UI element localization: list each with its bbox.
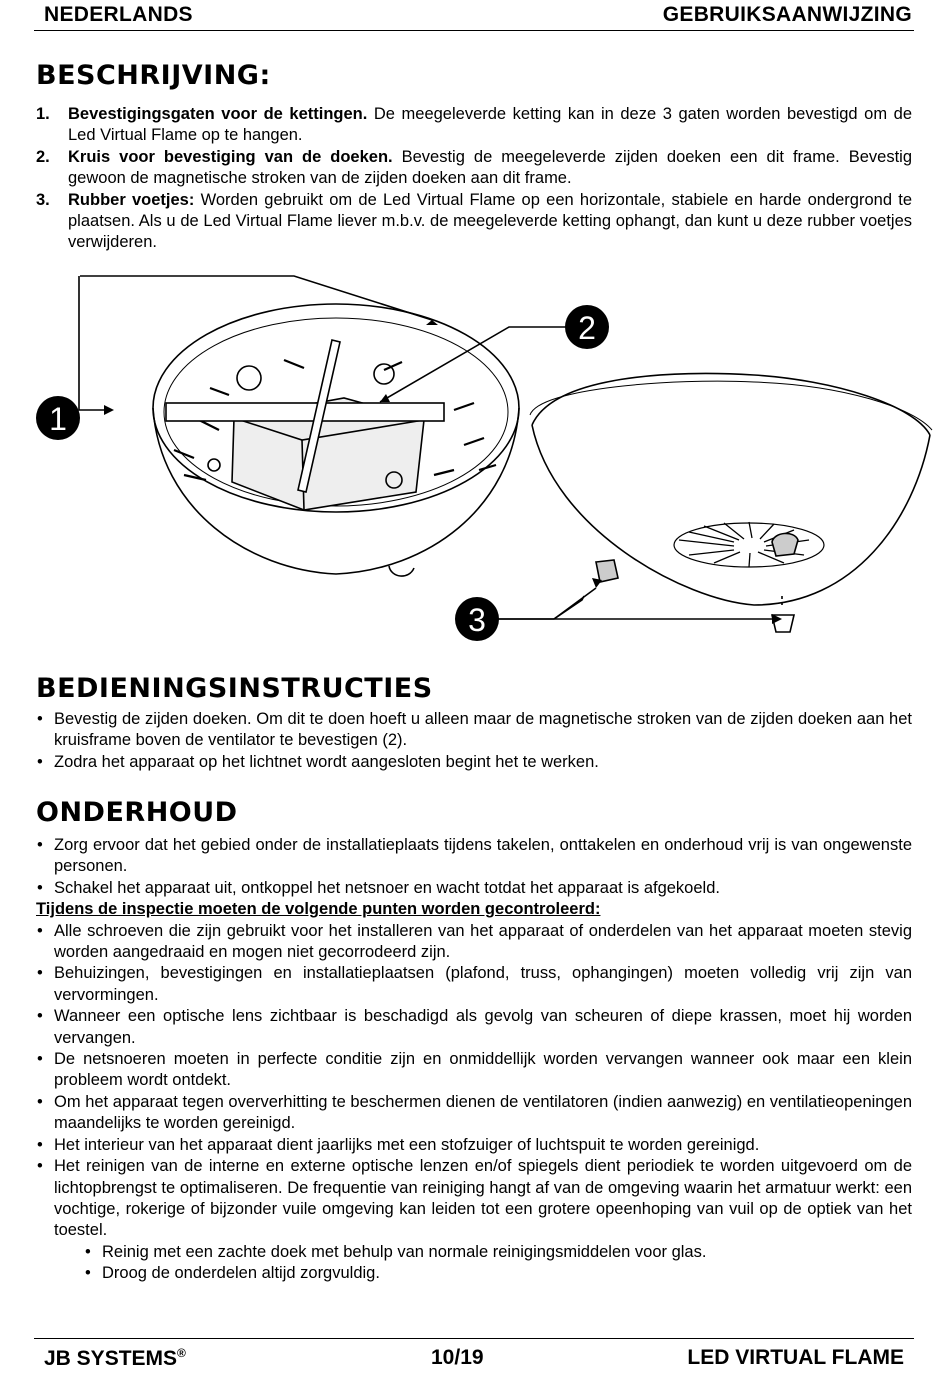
section-title-beschrijving: BESCHRIJVING: [36, 60, 271, 91]
list-item: • Zodra het apparaat op het lichtnet wordt aangesloten begint het te werken. [36, 752, 912, 773]
beschrijving-item: 3. Rubber voetjes: Worden gebruikt om de Led Virtual Flame op een horizontale, stabiele en harde ondergrond te plaatsen. Als u de Led Virtual Flame liever m.b.v. de meegeleverde ketting ophangt, dan kunt u deze rubber voetjes verwijderen. [36, 190, 912, 252]
cross-bar [166, 403, 444, 421]
list-item: • Bevestig de zijden doeken. Om dit te doen hoeft u alleen maar de magnetische stroken van de zijden doeken aan het kruisframe boven de ventilator te bevestigen (2). [36, 709, 912, 752]
leader-line-3a [498, 588, 596, 619]
list-item: • Zorg ervoor dat het gebied onder de installatieplaats tijdens takelen, onttakelen en onderhoud vrij is van ongewenste personen. [36, 835, 912, 878]
page-number: 10/19 [431, 1346, 484, 1369]
list-item: • Wanneer een optische lens zichtbaar is beschadigd als gevolg van scheuren of diepe krassen, moet hij worden vervangen. [36, 1006, 912, 1049]
callout-3 [455, 597, 499, 641]
footer-product: LED VIRTUAL FLAME [687, 1346, 904, 1369]
section-title-onderhoud: ONDERHOUD [36, 797, 238, 828]
beschrijving-item: 1. Bevestigingsgaten voor de kettingen. De meegeleverde ketting kan in deze 3 gaten worden bevestigd om de Led Virtual Flame op te hangen. [36, 105, 912, 145]
leader-line-1 [79, 276, 104, 410]
led-virtual-flame-illustration [34, 270, 934, 650]
right-dome-rim [532, 373, 930, 435]
page-header [34, 0, 914, 31]
callout-1 [36, 396, 80, 440]
header-doc-type: GEBRUIKSAANWIJZING [662, 3, 912, 26]
footer-brand: JB SYSTEMS® [44, 1346, 186, 1370]
section-title-bediening: BEDIENINGSINSTRUCTIES [36, 673, 433, 704]
sub-list-item: • Droog de onderdelen altijd zorgvuldig. [84, 1263, 912, 1284]
sub-list-item: • Reinig met een zachte doek met behulp van normale reinigingsmiddelen voor glas. [84, 1242, 912, 1263]
list-item: • De netsnoeren moeten in perfecte conditie zijn en onmiddellijk worden vervangen wanneer ook maar een klein probleem wordt ontdekt. [36, 1049, 912, 1092]
page-footer [34, 1338, 914, 1375]
svg-text:2: 2 [578, 310, 596, 346]
header-language: NEDERLANDS [44, 3, 193, 26]
list-item: • Schakel het apparaat uit, ontkoppel het netsnoer en wacht totdat het apparaat is afgekoeld. [36, 878, 912, 899]
beschrijving-item: 2. Kruis voor bevestiging van de doeken. Bevestig de meegeleverde zijden doeken een dit frame. Bevestig gewoon de magnetische stroken van de zijden doeken aan dit frame. [36, 147, 912, 188]
rubber-foot-left [389, 566, 414, 576]
leader-line-1b [80, 276, 432, 320]
rubber-foot [596, 560, 618, 582]
right-dome-shell [532, 425, 930, 605]
svg-text:3: 3 [468, 602, 486, 638]
list-item: • Het interieur van het apparaat dient jaarlijks met een stofzuiger of luchtspuit te worden gereinigd. [36, 1135, 912, 1156]
bediening-list [36, 709, 912, 773]
product-diagram [34, 270, 934, 650]
svg-text:1: 1 [49, 401, 67, 437]
list-item: • Om het apparaat tegen oververhitting te beschermen dienen de ventilatoren (indien aanwezig) en ventilatieopeningen maandelijks te worden gereinigd. [36, 1092, 912, 1135]
onderhoud-list [36, 835, 912, 1285]
inspection-heading: Tijdens de inspectie moeten de volgende punten worden gecontroleerd: [36, 900, 601, 919]
list-item: • Het reinigen van de interne en externe optische lenzen en/of spiegels dient periodiek te worden uitgevoerd om de lichtopbrengst te optimaliseren. De frequentie van reiniging hangt af van de omgeving waarin het armatuur werkt: een vochtige, rokerige of bijzonder vuile omgeving kan leiden tot een grotere opeenhoping van vuil op de optiek van het toestel. [36, 1156, 912, 1242]
list-item: • Alle schroeven die zijn gebruikt voor het installeren van het apparaat of onderdelen van het apparaat moeten stevig worden aangedraaid en mogen niet gecorrodeerd zijn. [36, 921, 912, 964]
rubber-foot [772, 533, 798, 556]
list-item: • Behuizingen, bevestigingen en installatieplaatsen (plafond, truss, ophangingen) moeten volledig vrij zijn van vervormingen. [36, 963, 912, 1006]
beschrijving-list [36, 104, 912, 254]
callout-2 [565, 305, 609, 349]
